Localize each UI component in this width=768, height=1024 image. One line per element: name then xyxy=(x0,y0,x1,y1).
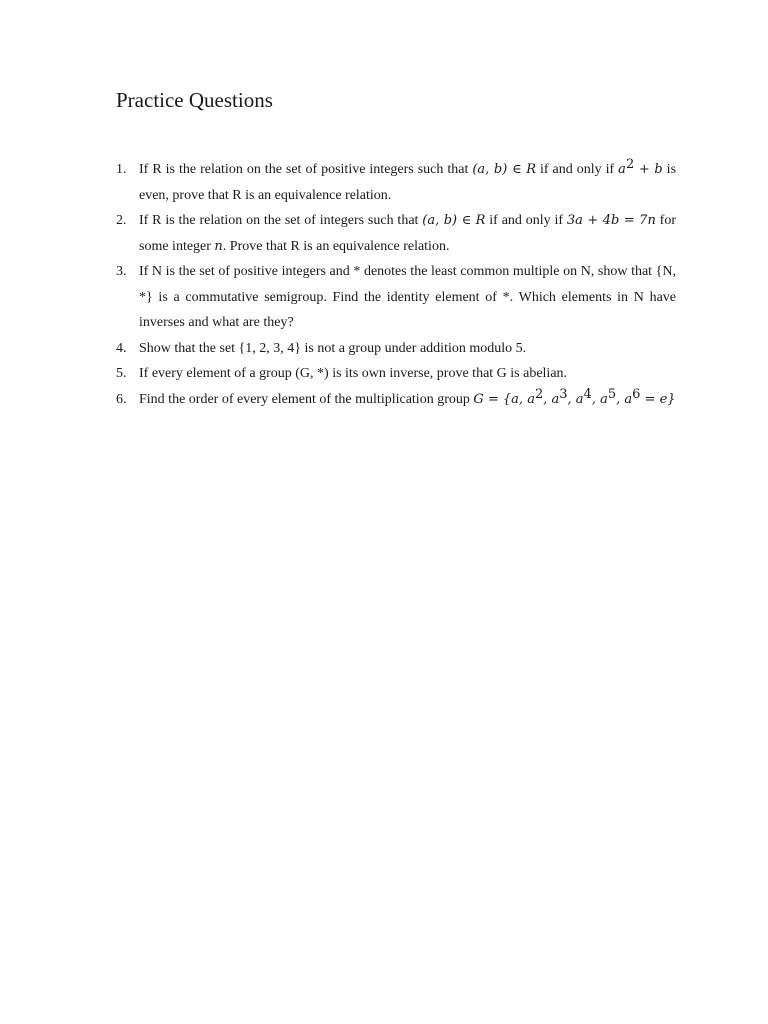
math-variable: n xyxy=(214,238,223,254)
question-number: 5. xyxy=(116,366,127,381)
math-exponent: 5 xyxy=(607,386,617,402)
question-5 xyxy=(116,361,676,387)
math-exponent: 3 xyxy=(559,386,568,402)
math-expression: = e} xyxy=(640,391,676,407)
math-expression: , a xyxy=(591,391,608,407)
math-exponent: 6 xyxy=(632,386,641,402)
math-expression: + b xyxy=(634,162,663,177)
question-2 xyxy=(116,208,676,259)
question-text: Find the order of every element of the multiplication group xyxy=(139,391,474,407)
math-exponent: 2 xyxy=(534,386,544,402)
page-title: Practice Questions xyxy=(116,88,273,112)
question-number: 1. xyxy=(116,162,127,177)
question-text: for some integer xyxy=(139,213,676,254)
math-expression: 3a + 4b = 7n xyxy=(566,213,656,228)
question-text: If R is the relation on the set of integers such that xyxy=(139,213,423,228)
question-number: 4. xyxy=(116,340,127,356)
question-3 xyxy=(116,259,676,336)
question-text: If R is the relation on the set of positive integers such that xyxy=(139,162,473,177)
question-1 xyxy=(116,157,676,208)
math-variable: a xyxy=(618,162,626,177)
question-number: 3. xyxy=(116,264,127,279)
math-exponent: 4 xyxy=(583,386,592,402)
math-variable: G xyxy=(473,391,484,407)
question-text: If every element of a group (G, *) is its own inverse, prove that G is abelian. xyxy=(139,366,568,381)
math-expression: , a xyxy=(543,391,560,407)
math-expression: = {a, a xyxy=(483,391,535,407)
math-exponent: 2 xyxy=(625,157,635,172)
question-number: 2. xyxy=(116,213,127,228)
question-4 xyxy=(116,336,676,362)
question-text: is even, prove that R is an equivalence relation. xyxy=(139,162,677,203)
math-expression: (a, b) ∈ R xyxy=(472,162,536,177)
math-expression: , a xyxy=(616,391,633,407)
question-text: . Prove that R is an equivalence relation. xyxy=(222,238,450,254)
question-text: Show that the set {1, 2, 3, 4} is not a group under addition modulo 5. xyxy=(139,340,527,356)
question-6 xyxy=(116,387,676,413)
question-text: If N is the set of positive integers and * denotes the least common multiple on N, show that {N, *} is a commutative semigroup. Find the identity element of *. Which elements in N have inverses and what are they? xyxy=(139,264,676,330)
question-text: if and only if xyxy=(536,162,619,177)
math-expression: , a xyxy=(567,391,584,407)
question-number: 6. xyxy=(116,391,127,407)
math-expression: (a, b) ∈ R xyxy=(422,213,486,228)
question-text: if and only if xyxy=(485,213,567,228)
question-list xyxy=(116,157,676,412)
